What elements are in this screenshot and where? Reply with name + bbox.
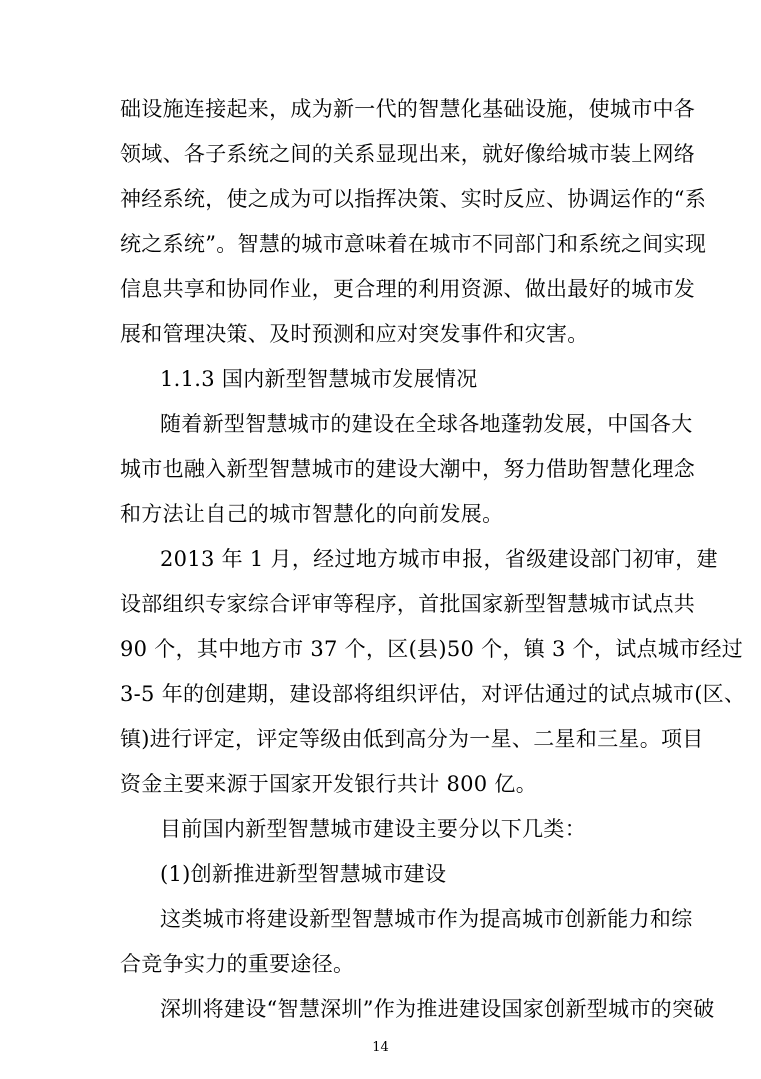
text-line-8: 随着新型智慧城市的建设在全球各地蓬勃发展，中国各大 xyxy=(160,412,693,436)
text-line-3: 神经系统，使之成为可以指挥决策、实时反应、协调运作的“系 xyxy=(120,187,707,211)
text-line-4: 统之系统”。智慧的城市意味着在城市不同部门和系统之间实现 xyxy=(120,232,707,256)
text-line-20: 合竞争实力的重要途径。 xyxy=(120,952,355,976)
text-line-16: 资金主要来源于国家开发银行共计 800 亿。 xyxy=(120,772,538,796)
text-line-6: 展和管理决策、及时预测和应对突发事件和灾害。 xyxy=(120,322,589,346)
text-line-21: 深圳将建设“智慧深圳”作为推进建设国家创新型城市的突破 xyxy=(160,997,715,1021)
text-line-2: 领域、各子系统之间的关系显现出来，就好像给城市装上网络 xyxy=(120,142,696,166)
text-line-19: 这类城市将建设新型智慧城市作为提高城市创新能力和综 xyxy=(160,907,693,931)
text-line-10: 和方法让自己的城市智慧化的向前发展。 xyxy=(120,502,504,526)
text-line-15: 镇)进行评定，评定等级由低到高分为一星、二星和三星。项目 xyxy=(120,727,704,751)
text-line-5: 信息共享和协同作业，更合理的利用资源、做出最好的城市发 xyxy=(120,277,696,301)
section-heading: 1.1.3 国内新型智慧城市发展情况 xyxy=(160,367,478,391)
list-heading: (1)创新推进新型智慧城市建设 xyxy=(160,862,447,886)
text-line-17: 目前国内新型智慧城市建设主要分以下几类： xyxy=(160,817,586,841)
page-number: 14 xyxy=(372,1040,389,1055)
text-line-13: 90 个，其中地方市 37 个，区(县)50 个，镇 3 个，试点城市经过 xyxy=(120,637,744,661)
text-line-9: 城市也融入新型智慧城市的建设大潮中，努力借助智慧化理念 xyxy=(120,457,696,481)
text-line-11: 2013 年 1 月，经过地方城市申报，省级建设部门初审，建 xyxy=(160,547,718,571)
text-line-14: 3-5 年的创建期，建设部将组织评估，对评估通过的试点城市(区、 xyxy=(120,682,746,706)
text-line-1: 础设施连接起来，成为新一代的智慧化基础设施，使城市中各 xyxy=(120,97,696,121)
text-line-12: 设部组织专家综合评审等程序，首批国家新型智慧城市试点共 xyxy=(120,592,696,616)
